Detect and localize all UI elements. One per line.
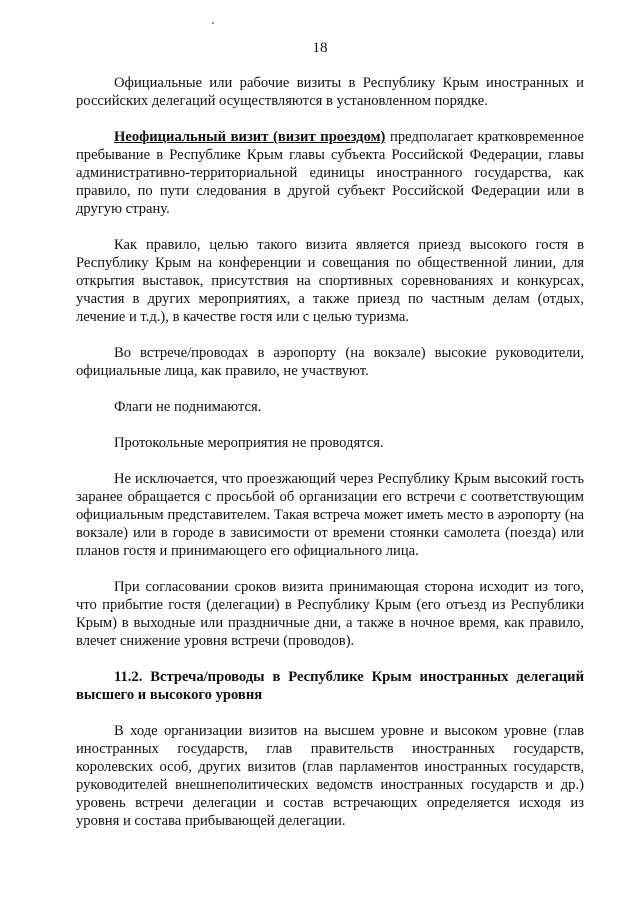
section-heading-11-2: 11.2. Встреча/проводы в Республике Крым иностранных делегаций высшего и высокого уровня — [76, 669, 584, 703]
paragraph-unofficial-visit-text: предполагает кратковременное пребывание в Республике Крым главы субъекта Российской Федерации, главы административно-территориальной единицы иностранного государства, как правило, по пути следования в другой субъект Российской Федерации или в другую страну. — [76, 129, 584, 217]
paragraph-visit-timing: При согласовании сроков визита принимающая сторона исходит из того, что прибытие гостя (делегации) в Республику Крым (его отъезд из Республики Крым) в выходные или праздничные дни, а также в ночное время, как правило, влечет снижение уровня встречи (проводов). — [76, 579, 584, 649]
paragraph-high-level-visits: В ходе организации визитов на высшем уровне и высоком уровне (глав иностранных государств, глав правительств иностранных государств, королевских особ, других визитов (глав парламентов иностранных государств, руководителей внешнеполитических ведомств иностранных государств и др.) уровень встречи делегации и состав встречающих определяется исходя из уровня и состава прибывающей делегации. — [76, 723, 584, 829]
term-unofficial-visit: Неофициальный визит (визит проездом) — [114, 129, 386, 145]
paragraph-official-visits: Официальные или рабочие визиты в Республику Крым иностранных и российских делегаций осуществляются в установленном порядке. — [76, 75, 584, 109]
paragraph-unofficial-visit — [76, 128, 584, 218]
scan-artifact — [212, 22, 214, 24]
paragraph-visit-purpose: Как правило, целью такого визита является приезд высокого гостя в Республику Крым на конференции и совещания по общественной линии, для открытия выставок, присутствия на спортивных соревнованиях и конкурсах, участия в других мероприятиях, а также приезд по частным делам (отдых, лечение и т.д.), в качестве гостя или с целью туризма. — [76, 237, 584, 325]
paragraph-airport-meeting: Во встрече/проводах в аэропорту (на вокзале) высокие руководители, официальные лица, как правило, не участвуют. — [76, 345, 584, 379]
page-number: 18 — [312, 40, 328, 56]
paragraph-guest-request: Не исключается, что проезжающий через Республику Крым высокий гость заранее обращается с просьбой об организации его встречи с соответствующим официальным представителем. Такая встреча может иметь место в аэропорту (на вокзале) или в городе в зависимости от времени стоянки самолета (поезда) или планов гостя и принимающего его официального лица. — [76, 471, 584, 559]
paragraph-flags: Флаги не поднимаются. — [114, 399, 262, 415]
paragraph-protocol-events: Протокольные мероприятия не проводятся. — [114, 435, 384, 451]
document-body — [76, 74, 584, 848]
